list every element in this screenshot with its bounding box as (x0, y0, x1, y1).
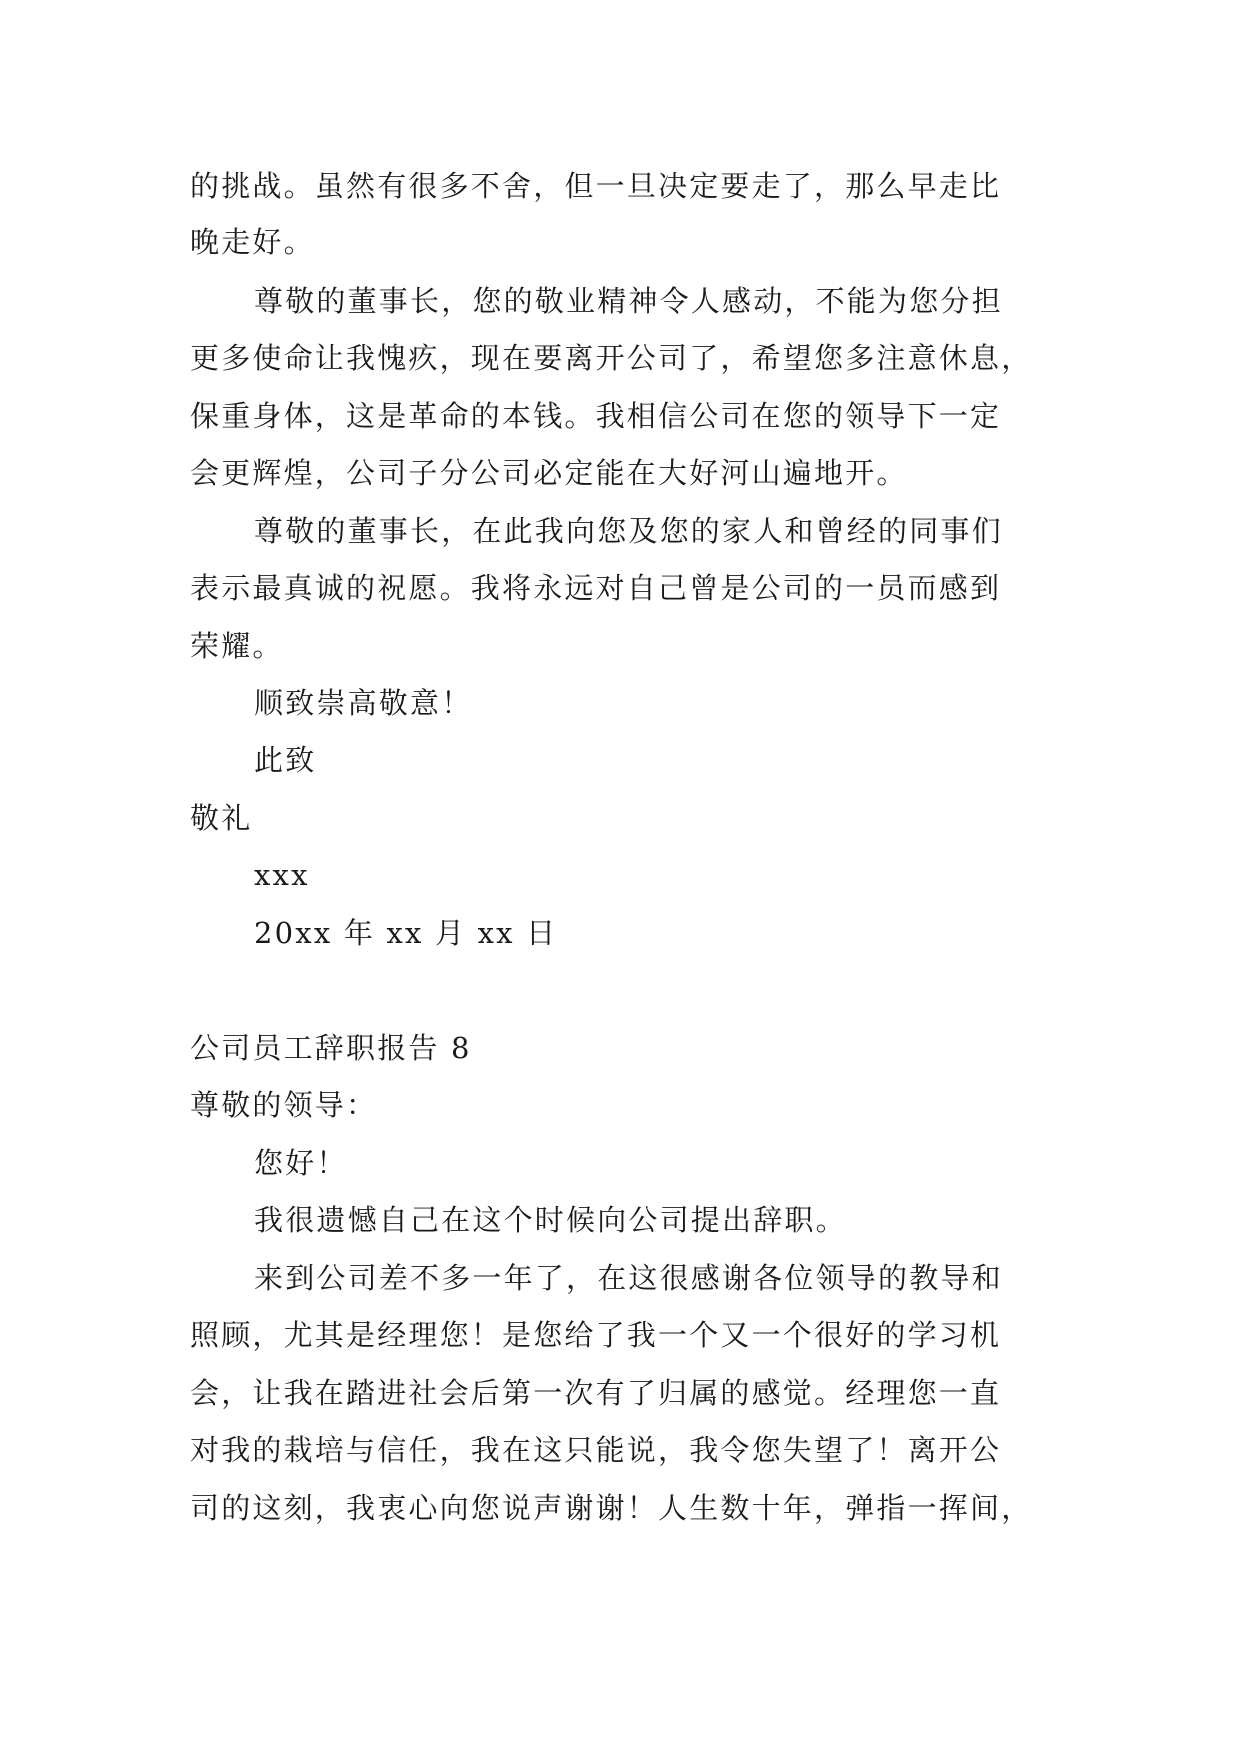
text-line: 我很遗憾自己在这个时候向公司提出辞职。 (254, 1203, 847, 1237)
closing-line: 此致 (254, 743, 317, 777)
signature: xxx (254, 858, 310, 892)
date: 20xx 年 xx 月 xx 日 (254, 916, 558, 950)
greeting: 您好！ (254, 1146, 348, 1180)
text-line: 荣耀。 (190, 629, 284, 663)
text-line: 的挑战。虽然有很多不舍，但一旦决定要走了，那么早走比 (190, 169, 1002, 203)
text-line: 晚走好。 (190, 225, 315, 259)
text-line: 表示最真诚的祝愿。我将永远对自己曾是公司的一员而感到 (190, 571, 1002, 605)
text-line: 会更辉煌，公司子分公司必定能在大好河山遍地开。 (190, 456, 908, 490)
closing-line: 顺致崇高敬意！ (254, 686, 473, 720)
text-line: 对我的栽培与信任，我在这只能说，我令您失望了！离开公 (190, 1433, 1002, 1467)
text-line: 尊敬的董事长，在此我向您及您的家人和曾经的同事们 (254, 514, 1003, 548)
text-line: 保重身体，这是革命的本钱。我相信公司在您的领导下一定 (190, 399, 1002, 433)
section-title: 公司员工辞职报告 8 (190, 1031, 472, 1065)
salutation: 尊敬的领导： (190, 1088, 378, 1122)
text-line: 司的这刻，我衷心向您说声谢谢！人生数十年，弹指一挥间， (190, 1491, 1033, 1525)
closing-line: 敬礼 (190, 801, 253, 835)
text-line: 更多使命让我愧疚，现在要离开公司了，希望您多注意休息， (190, 341, 1033, 375)
text-line: 照顾，尤其是经理您！是您给了我一个又一个很好的学习机 (190, 1318, 1002, 1352)
text-line: 尊敬的董事长，您的敬业精神令人感动，不能为您分担 (254, 284, 1003, 318)
text-line: 会，让我在踏进社会后第一次有了归属的感觉。经理您一直 (190, 1376, 1002, 1410)
text-line: 来到公司差不多一年了，在这很感谢各位领导的教导和 (254, 1261, 1003, 1295)
